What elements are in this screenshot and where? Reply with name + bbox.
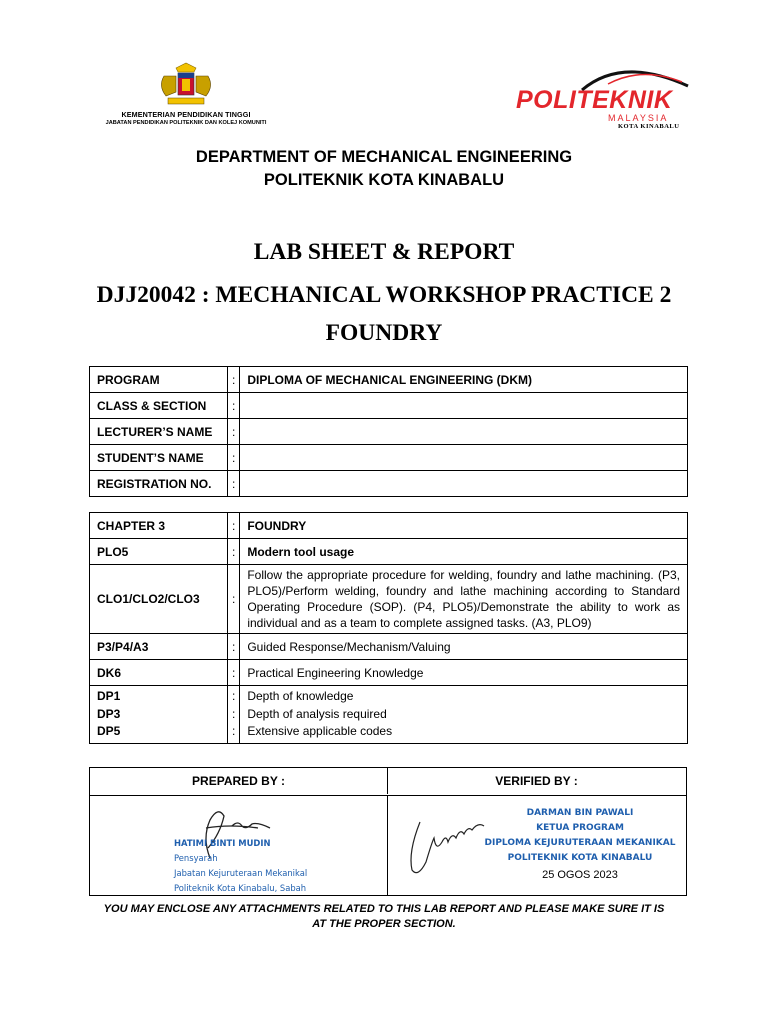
- prepared-dept: Jabatan Kejuruteraan Mekanikal: [174, 868, 308, 878]
- dp-value: Depth of knowledge: [247, 689, 354, 703]
- prepared-by-stamp: [174, 836, 307, 896]
- dp-label: DP1: [97, 689, 121, 703]
- politeknik-wordmark: POLITEKNIK: [516, 86, 673, 114]
- prepared-by-header: PREPARED BY :: [90, 768, 388, 794]
- row-label: DK6: [90, 660, 228, 686]
- lecturer-name-field[interactable]: [240, 419, 688, 445]
- verified-date: 25 OGOS 2023: [542, 869, 618, 881]
- row-label: CHAPTER 3: [90, 513, 228, 539]
- table-row: [90, 686, 688, 744]
- row-label: CLO1/CLO2/CLO3: [90, 565, 228, 634]
- institution-name: POLITEKNIK KOTA KINABALU: [263, 171, 505, 189]
- row-colon: :: [228, 419, 240, 445]
- row-label: CLASS & SECTION: [90, 393, 228, 419]
- row-colon: :: [232, 724, 236, 738]
- department-name: DEPARTMENT OF MECHANICAL ENGINEERING: [195, 148, 573, 166]
- row-colon: :: [232, 689, 236, 703]
- divider: [387, 795, 388, 895]
- row-label: LECTURER’S NAME: [90, 419, 228, 445]
- student-name-field[interactable]: [240, 445, 688, 471]
- dp-value: Depth of analysis required: [247, 706, 387, 721]
- ministry-logo: [86, 62, 286, 126]
- plo-value: Modern tool usage: [240, 539, 688, 565]
- program-value: DIPLOMA OF MECHANICAL ENGINEERING (DKM): [240, 367, 688, 393]
- row-colon: :: [232, 706, 236, 721]
- document-title: LAB SHEET & REPORT: [253, 239, 515, 265]
- row-colon: :: [228, 539, 240, 565]
- verified-by-header: VERIFIED BY :: [495, 774, 578, 788]
- dp-labels: [90, 686, 228, 744]
- row-label: STUDENT’S NAME: [90, 445, 228, 471]
- dp-label: DP5: [97, 724, 121, 738]
- malaysia-crest-icon: [154, 62, 218, 108]
- dp-label: DP3: [97, 706, 121, 721]
- table-row: [90, 565, 688, 634]
- course-info-table: [89, 512, 688, 744]
- dk-value: Practical Engineering Knowledge: [240, 660, 688, 686]
- prepared-role: Pensyarah: [174, 853, 218, 863]
- row-colon: :: [228, 634, 240, 660]
- verified-by-stamp: [470, 806, 690, 883]
- topic-title: FOUNDRY: [325, 320, 443, 346]
- table-row: [90, 539, 688, 565]
- footer-note: [0, 902, 768, 932]
- class-section-field[interactable]: [240, 393, 688, 419]
- table-row: [90, 660, 688, 686]
- verified-program: DIPLOMA KEJURUTERAAN MEKANIKAL: [484, 838, 676, 848]
- politeknik-campus: KOTA KINABALU: [618, 123, 680, 130]
- row-colon: :: [228, 367, 240, 393]
- table-row: [90, 445, 688, 471]
- domain-value: Guided Response/Mechanism/Valuing: [240, 634, 688, 660]
- table-row: [90, 634, 688, 660]
- verified-name: DARMAN BIN PAWALI: [526, 808, 634, 818]
- row-colon: :: [228, 660, 240, 686]
- dp-values: [240, 686, 688, 744]
- footer-line: YOU MAY ENCLOSE ANY ATTACHMENTS RELATED TO THIS LAB REPORT AND PLEASE MAKE SURE IT IS: [103, 903, 665, 915]
- clo-description: Follow the appropriate procedure for welding, foundry and lathe machining. (P3, PLO5)/Perform welding, foundry and lathe machining according to Standard Operating Procedure (SOP). (P4, PLO5)/Demonstrate the ability to work as individual and as a team to complete assigned tasks. (A3, PLO9): [240, 565, 688, 634]
- ministry-name: KEMENTERIAN PENDIDIKAN TINGGI: [121, 110, 251, 119]
- signature-box: [89, 767, 687, 896]
- table-row: [90, 419, 688, 445]
- registration-no-field[interactable]: [240, 471, 688, 497]
- row-label: REGISTRATION NO.: [90, 471, 228, 497]
- row-colon: :: [228, 565, 240, 634]
- divider: [90, 795, 686, 796]
- table-row: [90, 513, 688, 539]
- verified-institution: POLITEKNIK KOTA KINABALU: [507, 853, 653, 863]
- dp-value: Extensive applicable codes: [247, 724, 393, 738]
- ministry-department: JABATAN PENDIDIKAN POLITEKNIK DAN KOLEJ KOMUNITI: [105, 120, 267, 126]
- student-info-table: [89, 366, 688, 497]
- table-row: [90, 471, 688, 497]
- row-colon: :: [228, 445, 240, 471]
- dp-colons: [228, 686, 240, 744]
- politeknik-logo: [512, 62, 708, 132]
- row-label: PROGRAM: [90, 367, 228, 393]
- footer-line: AT THE PROPER SECTION.: [312, 918, 456, 930]
- verified-role: KETUA PROGRAM: [536, 823, 624, 833]
- politeknik-country: MALAYSIA: [608, 113, 669, 123]
- row-colon: :: [228, 513, 240, 539]
- table-row: [90, 367, 688, 393]
- prepared-name: HATIMI BINTI MUDIN: [174, 838, 271, 848]
- row-label: PLO5: [90, 539, 228, 565]
- row-label: P3/P4/A3: [90, 634, 228, 660]
- row-colon: :: [228, 471, 240, 497]
- row-colon: :: [228, 393, 240, 419]
- course-title: DJJ20042 : MECHANICAL WORKSHOP PRACTICE 2: [96, 282, 672, 308]
- table-row: [90, 393, 688, 419]
- chapter-value: FOUNDRY: [240, 513, 688, 539]
- prepared-institution: Politeknik Kota Kinabalu, Sabah: [174, 883, 307, 893]
